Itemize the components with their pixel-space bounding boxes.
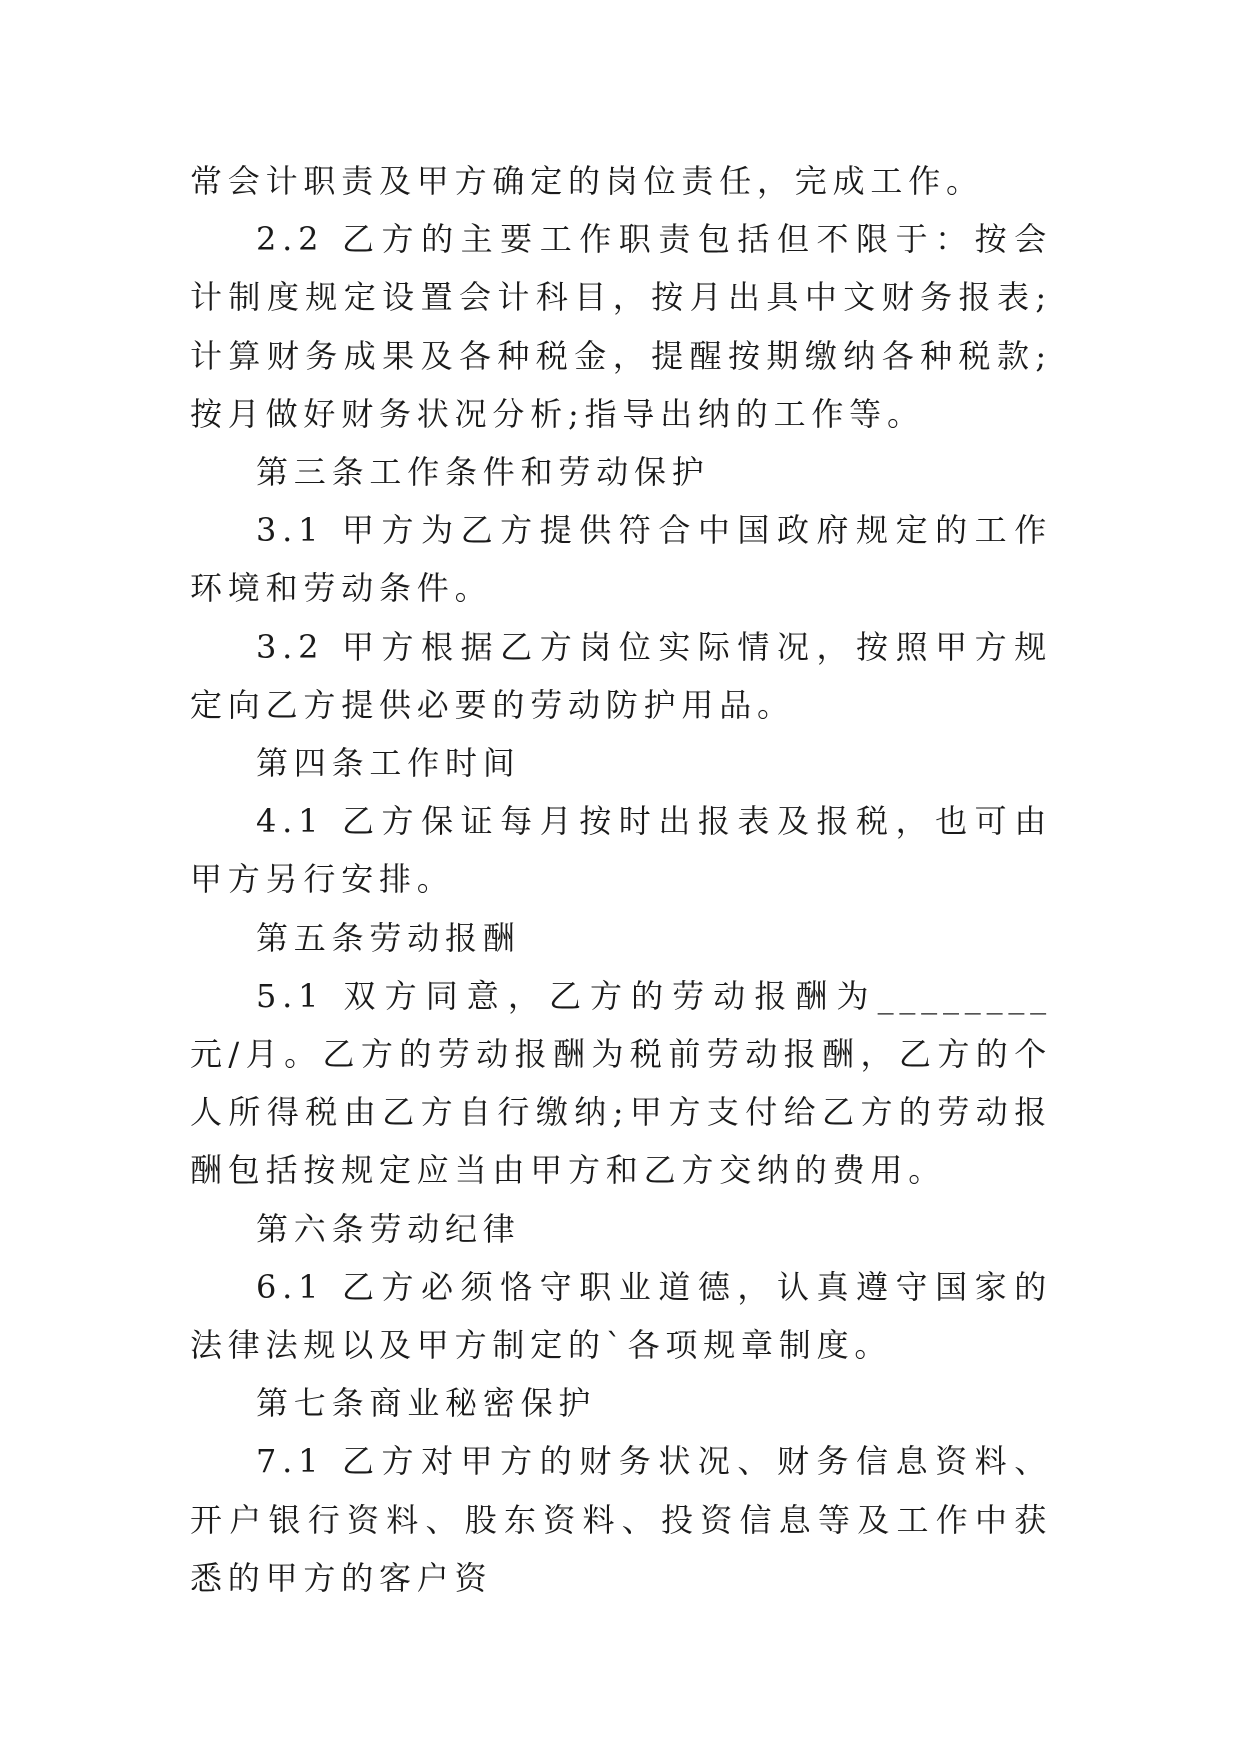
- clause-2-2: 2.2 乙方的主要工作职责包括但不限于：按会计制度规定设置会计科目，按月出具中文财务报表;计算财务成果及各种税金，提醒按期缴纳各种税款;按月做好财务状况分析;指导出纳的工作等。: [190, 220, 1052, 433]
- article-7-heading: 第七条商业秘密保护: [256, 1384, 597, 1423]
- clause-6-1: 6.1 乙方必须恪守职业道德，认真遵守国家的法律法规以及甲方制定的`各项规章制度。: [190, 1267, 1052, 1365]
- clause-3-2: 3.2 甲方根据乙方岗位实际情况，按照甲方规定向乙方提供必要的劳动防护用品。: [190, 627, 1052, 724]
- clause-4-1: 4.1 乙方保证每月按时出报表及报税，也可由甲方另行安排。: [190, 802, 1052, 899]
- clause-5-1: 5.1 双方同意，乙方的劳动报酬为________元/月。乙方的劳动报酬为税前劳动报酬，乙方的个人所得税由乙方自行缴纳;甲方支付给乙方的劳动报酬包括按规定应当由甲方和乙方交纳的费用。: [190, 976, 1052, 1190]
- paragraph-continuation: 常会计职责及甲方确定的岗位责任，完成工作。: [190, 162, 984, 200]
- article-3-heading: 第三条工作条件和劳动保护: [256, 453, 710, 492]
- article-6-heading: 第六条劳动纪律: [256, 1209, 521, 1248]
- contract-body: [190, 152, 1052, 1607]
- clause-7-1: 7.1 乙方对甲方的财务状况、财务信息资料、开户银行资料、股东资料、投资信息等及工作中获悉的甲方的客户资: [190, 1442, 1052, 1597]
- article-5-heading: 第五条劳动报酬: [256, 918, 521, 957]
- clause-3-1: 3.1 甲方为乙方提供符合中国政府规定的工作环境和劳动条件。: [190, 511, 1052, 608]
- article-4-heading: 第四条工作时间: [256, 744, 521, 783]
